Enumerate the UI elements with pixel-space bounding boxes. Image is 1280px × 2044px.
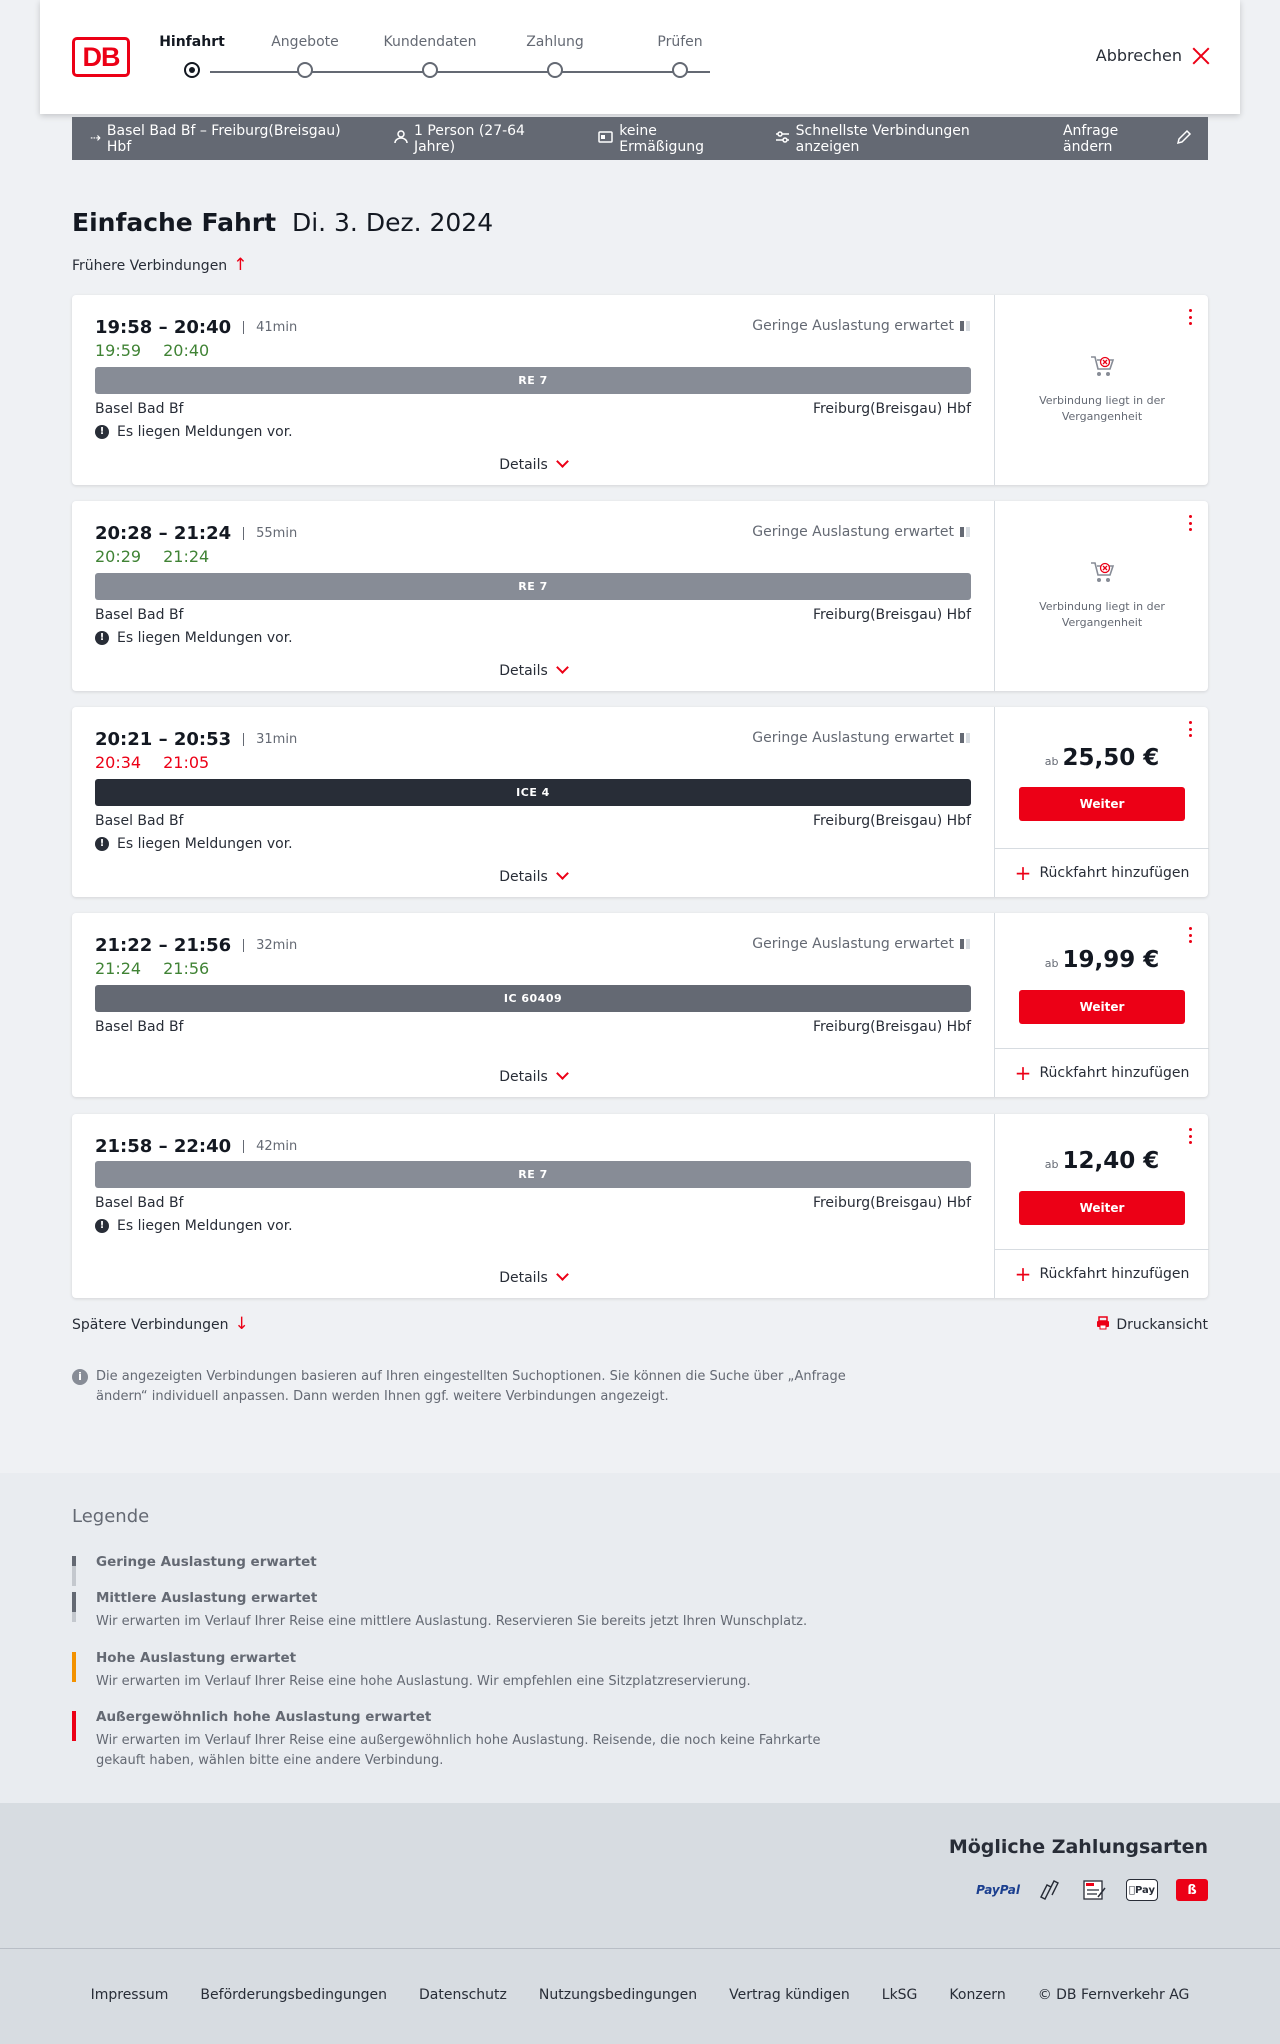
details-toggle[interactable]: Details [72, 1270, 994, 1286]
summary-persons: 1 Person (27-64 Jahre) [394, 123, 565, 155]
departure-station: Basel Bad Bf [95, 1195, 184, 1211]
continue-button[interactable]: Weiter [1019, 1191, 1185, 1225]
occupancy-info: Geringe Auslastung erwartet [752, 936, 970, 952]
plus-icon: + [1014, 861, 1032, 885]
credit-card-icon [1038, 1879, 1064, 1901]
realtime-times-delayed: 20:34 21:05 [95, 753, 210, 772]
db-logo[interactable]: DB [72, 37, 130, 77]
train-bar: IC 60409 [95, 985, 971, 1012]
past-connection-notice: Verbindung liegt in der Vergangenheit [995, 353, 1209, 425]
occupancy-low-icon [960, 939, 970, 949]
footer-copyright: © DB Fernverkehr AG [1037, 1987, 1190, 2003]
duration: 55min [243, 527, 297, 540]
chevron-down-icon [556, 867, 569, 880]
connection-card [72, 1114, 1208, 1298]
footer-link-nutzungsbedingungen[interactable]: Nutzungsbedingungen [538, 1987, 698, 2003]
step-indicator [422, 62, 438, 78]
chevron-down-icon [556, 455, 569, 468]
page-title: Einfache Fahrt Di. 3. Dez. 2024 [72, 208, 494, 237]
details-toggle[interactable]: Details [72, 869, 994, 885]
printer-icon [1096, 1316, 1110, 1334]
add-return-trip-button[interactable]: + Rückfahrt hinzufügen [995, 848, 1209, 897]
more-options-icon[interactable] [1188, 721, 1192, 737]
sepa-icon [1082, 1879, 1108, 1901]
connection-times: 20:21 – 20:53 31min [95, 729, 298, 750]
footer-link-lksg[interactable]: LkSG [881, 1987, 918, 2003]
summary-route: ⇢ Basel Bad Bf – Freiburg(Breisgau) Hbf [90, 122, 341, 155]
occupancy-low-icon [72, 1556, 76, 1586]
footer-link-impressum[interactable]: Impressum [90, 1987, 169, 2003]
train-bar: RE 7 [95, 367, 971, 394]
arrow-up-icon: ↑ [233, 255, 248, 275]
cart-unavailable-icon [1089, 353, 1115, 379]
legend-title: Legende [72, 1506, 150, 1527]
person-icon [394, 130, 408, 148]
arrival-station: Freiburg(Breisgau) Hbf [812, 607, 971, 623]
details-toggle[interactable]: Details [72, 663, 994, 679]
connection-times: 21:58 – 22:40 42min [95, 1136, 298, 1157]
payment-methods-section [0, 1803, 1280, 1948]
departure-station: Basel Bad Bf [95, 813, 184, 829]
chevron-down-icon [556, 1067, 569, 1080]
duration: 41min [243, 321, 297, 334]
message-notice: ! Es liegen Meldungen vor. [95, 1218, 293, 1234]
legend-item-low: Geringe Auslastung erwartet [72, 1554, 317, 1570]
legend-item-high: Hohe Auslastung erwartet Wir erwarten im Verlauf Ihrer Reise eine hohe Auslastung. Wir empfehlen eine Sitzplatzreservierung. [72, 1650, 872, 1692]
summary-discount: keine Ermäßigung [598, 123, 741, 155]
footer [0, 1948, 1280, 2044]
cancel-button[interactable] [1096, 46, 1210, 65]
price: ab 25,50 € [1044, 745, 1160, 771]
search-summary-bar [72, 117, 1208, 160]
legend-section [0, 1473, 1280, 1803]
payment-logos [976, 1879, 1208, 1901]
occupancy-info: Geringe Auslastung erwartet [752, 730, 970, 746]
change-request-button[interactable]: Anfrage ändern [1063, 123, 1192, 155]
departure-station: Basel Bad Bf [95, 401, 184, 417]
continue-button[interactable]: Weiter [1019, 990, 1185, 1024]
footer-link-konzern[interactable]: Konzern [949, 1987, 1006, 2003]
details-toggle[interactable]: Details [72, 1069, 994, 1085]
exclamation-icon: ! [95, 425, 109, 439]
db-icon: ß [1176, 1879, 1208, 1901]
train-bar: RE 7 [95, 573, 971, 600]
duration: 31min [243, 733, 297, 746]
duration: 42min [243, 1140, 297, 1153]
step-kundendaten: Kundendaten [360, 34, 500, 50]
booking-header [40, 0, 1240, 114]
chevron-down-icon [556, 661, 569, 674]
arrival-station: Freiburg(Breisgau) Hbf [812, 401, 971, 417]
footer-link-vertrag-kuendigen[interactable]: Vertrag kündigen [729, 1987, 850, 2003]
legend-item-exceptional: Außergewöhnlich hohe Auslastung erwartet Wir erwarten im Verlauf Ihrer Reise eine außergewöhnlich hohe Auslastung. Reisende, die noch keine Fahrkarte gekauft haben, wählen bitte eine andere Verbindung. [72, 1709, 872, 1771]
step-angebote: Angebote [235, 34, 375, 50]
connection-card [72, 913, 1208, 1097]
message-notice: ! Es liegen Meldungen vor. [95, 836, 293, 852]
card-icon [598, 131, 613, 147]
filter-icon [775, 131, 790, 147]
connection-times: 19:58 – 20:40 41min [95, 317, 298, 338]
route-arrow-icon: ⇢ [90, 131, 101, 146]
connection-times: 20:28 – 21:24 55min [95, 523, 298, 544]
add-return-trip-button[interactable]: + Rückfahrt hinzufügen [995, 1249, 1209, 1298]
earlier-connections-link[interactable]: Frühere Verbindungen ↑ [72, 255, 248, 275]
step-indicator [297, 62, 313, 78]
legend-item-medium: Mittlere Auslastung erwartet Wir erwarten im Verlauf Ihrer Reise eine mittlere Auslastung. Reservieren Sie bereits jetzt Ihren Wunschplatz. [72, 1590, 872, 1632]
details-toggle[interactable]: Details [72, 457, 994, 473]
departure-station: Basel Bad Bf [95, 1019, 184, 1035]
close-icon [1192, 47, 1210, 65]
step-indicator [184, 62, 200, 78]
connection-card [72, 501, 1208, 691]
step-indicator [672, 62, 688, 78]
arrival-station: Freiburg(Breisgau) Hbf [812, 813, 971, 829]
plus-icon: + [1014, 1262, 1032, 1286]
price: ab 19,99 € [1044, 947, 1160, 973]
add-return-trip-button[interactable]: + Rückfahrt hinzufügen [995, 1048, 1209, 1097]
more-options-icon[interactable] [1188, 1128, 1192, 1144]
realtime-times: 21:24 21:56 [95, 959, 210, 978]
later-connections-link[interactable]: Spätere Verbindungen ↓ [72, 1314, 249, 1334]
print-view-link[interactable]: Druckansicht [1096, 1316, 1208, 1334]
arrival-station: Freiburg(Breisgau) Hbf [812, 1195, 971, 1211]
price: ab 12,40 € [1044, 1148, 1160, 1174]
occupancy-exceptional-icon [72, 1711, 76, 1741]
plus-icon: + [1014, 1061, 1032, 1085]
more-options-icon[interactable] [1188, 309, 1192, 325]
realtime-times: 20:29 21:24 [95, 547, 210, 566]
step-pruefen: Prüfen [610, 34, 750, 50]
info-icon: i [72, 1369, 88, 1385]
apple-pay-logo: Pay [1126, 1879, 1158, 1901]
train-bar: RE 7 [95, 1161, 971, 1188]
continue-button[interactable]: Weiter [1019, 787, 1185, 821]
more-options-icon[interactable] [1188, 515, 1192, 531]
duration: 32min [243, 939, 297, 952]
footer-link-befoerderungsbedingungen[interactable]: Beförderungsbedingungen [200, 1987, 387, 2003]
occupancy-low-icon [960, 733, 970, 743]
occupancy-low-icon [960, 527, 970, 537]
pencil-icon [1176, 129, 1192, 149]
payment-title: Mögliche Zahlungsarten [948, 1836, 1208, 1858]
occupancy-low-icon [960, 321, 970, 331]
connection-card [72, 707, 1208, 897]
occupancy-info: Geringe Auslastung erwartet [752, 524, 970, 540]
cancel-label: Abbrechen [1095, 46, 1182, 65]
chevron-down-icon [556, 1268, 569, 1281]
occupancy-medium-icon [72, 1592, 76, 1622]
step-hinfahrt: Hinfahrt [122, 34, 262, 50]
step-zahlung: Zahlung [485, 34, 625, 50]
connection-card [72, 295, 1208, 485]
info-notice: i Die angezeigten Verbindungen basieren auf Ihren eingestellten Suchoptionen. Sie können die Suche über „Anfrage ändern“ individuell anpassen. Dann werden Ihnen ggf. weitere Verbindungen angezeigt. [72, 1367, 872, 1407]
arrival-station: Freiburg(Breisgau) Hbf [812, 1019, 971, 1035]
connection-times: 21:22 – 21:56 32min [95, 935, 298, 956]
exclamation-icon: ! [95, 837, 109, 851]
progress-line [210, 71, 710, 73]
more-options-icon[interactable] [1188, 927, 1192, 943]
summary-filter: Schnellste Verbindungen anzeigen [775, 123, 1030, 155]
footer-link-datenschutz[interactable]: Datenschutz [418, 1987, 507, 2003]
train-bar: ICE 4 [95, 779, 971, 806]
departure-station: Basel Bad Bf [95, 607, 184, 623]
message-notice: ! Es liegen Meldungen vor. [95, 630, 293, 646]
message-notice: ! Es liegen Meldungen vor. [95, 424, 293, 440]
exclamation-icon: ! [95, 1219, 109, 1233]
exclamation-icon: ! [95, 631, 109, 645]
step-indicator [547, 62, 563, 78]
realtime-times: 19:59 20:40 [95, 341, 210, 360]
occupancy-info: Geringe Auslastung erwartet [752, 318, 970, 334]
cart-unavailable-icon [1089, 559, 1115, 585]
paypal-logo: PayPal [976, 1883, 1020, 1897]
occupancy-high-icon [72, 1652, 76, 1682]
past-connection-notice: Verbindung liegt in der Vergangenheit [995, 559, 1209, 631]
arrow-down-icon: ↓ [234, 1314, 249, 1334]
